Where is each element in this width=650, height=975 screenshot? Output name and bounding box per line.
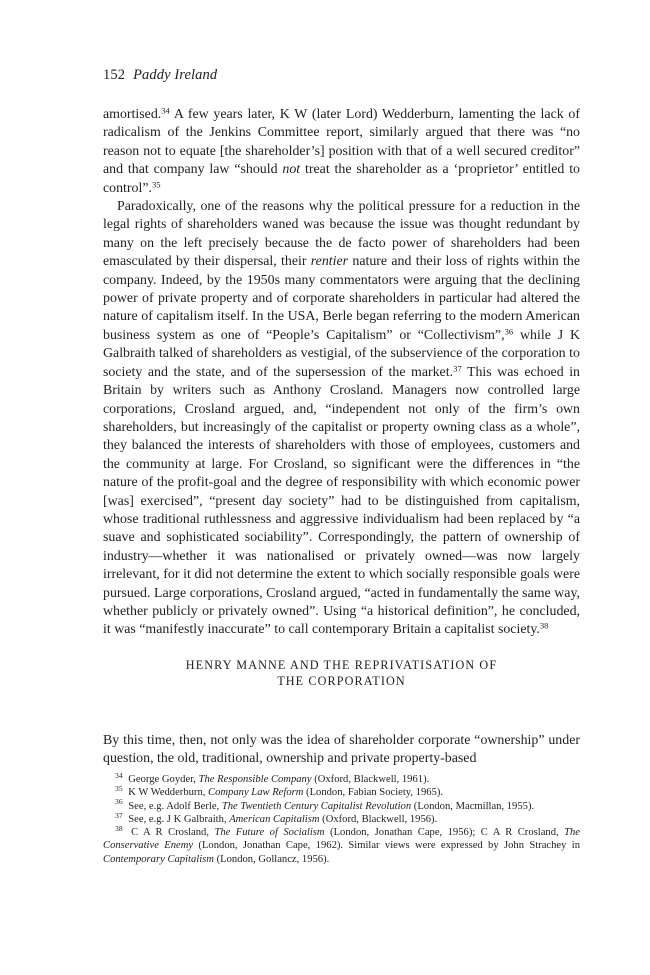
footnote-34	[103, 770, 580, 786]
text-run: This was echoed in Britain by writers such as Anthony Crosland. Managers now controlled large corporations, Crosland argued, and, “independent not only of the firm’s own shareholders, but increasingly of the capitalist or property owning class as a whole”, they balanced the interests of shareholders with those of employees, customers and the community at large. For Crosland, so significant were the differences in “the nature of the profit-goal and the degree of responsibility with which economic power [was] exercised”, “present day society” had to be distinguished from capitalism, whose traditional ruthlessness and aggressive individualism had been replaced by “a suave and sophisticated sociability”. Correspondingly, the pattern of ownership of industry—whether it was nationalised or privately owned—was now largely irrelevant, for it did not determine the extent to which socially responsible goals were pursued. Large corporations, Crosland argued, “acted in fundamentally the same way, whether publicly or privately owned”. Using “a historical definition”, he concluded, it was “manifestly inaccurate” to call contemporary Britain a capitalist society.	[103, 364, 580, 638]
book-title: Contemporary Capitalism	[103, 853, 214, 865]
running-head-author: Paddy Ireland	[133, 67, 218, 83]
text-run: nature and their loss of rights within the company. Indeed, by the 1950s many commentators were arguing that the declining power of private property and of corporate shareholders in particular had altered the nature of capitalism itself. In the USA, Berle began referring to the modern American business system as one of “People’s Capitalism” or “Collectivism”,	[103, 254, 580, 343]
text-run: (Oxford, Blackwell, 1961).	[311, 774, 430, 785]
footnote-number: 35	[115, 784, 123, 794]
footnote-36	[103, 797, 580, 813]
footnote-number: 38	[115, 824, 123, 833]
book-title: Company Law Reform	[208, 787, 304, 799]
footnote-number: 36	[115, 797, 123, 807]
book-title: The Future of Socialism	[214, 827, 325, 839]
text-run: (London, Jonathan Cape, 1962). Similar views were expressed by John Strachey in	[193, 840, 580, 852]
text-run: See, e.g. J K Galbraith,	[125, 813, 230, 825]
emphasis: not	[282, 162, 301, 178]
footnote-number: 37	[115, 810, 123, 820]
footnote-37	[103, 810, 580, 826]
text-run: Paradoxically, one of the reasons why the political pressure for a reduction in the legal rights of shareholders waned was because the issue was thought redundant by many on the left precisely because the de facto power of shareholders had been emasculated by their dispersal, their	[103, 199, 580, 270]
page-number: 152	[103, 67, 126, 83]
section-heading-line-1: HENRY MANNE AND THE REPRIVATISATION OF	[185, 658, 498, 672]
book-title: The Responsible Company	[198, 774, 312, 785]
text-run: treat the shareholder as a ‘proprietor’ entitled to control”.	[103, 162, 580, 196]
running-head	[103, 66, 217, 84]
text-run: while J K Galbraith talked of shareholders as vestigial, of the subservience of the corporation to society and the state, and of the supersession of the market.	[103, 327, 580, 380]
text-run: (London, Gollancz, 1956).	[213, 853, 330, 865]
text-run: A few years later, K W (later Lord) Wedderburn, lamenting the lack of radicalism of the Jenkins Committee report, similarly argued that there was “no reason not to equate [the shareholder’s] position with that of a well secured creditor” and that company law “should	[103, 107, 580, 178]
footnote-38	[103, 826, 580, 866]
text-run: amortised.	[103, 107, 162, 122]
section-heading-line-2: THE CORPORATION	[277, 674, 406, 688]
section-heading	[103, 657, 580, 689]
text-run: (London, Jonathan Cape, 1956); C A R Crosland,	[324, 827, 565, 839]
footnote-ref-35: 35	[151, 178, 161, 189]
footnote-ref-34: 34	[161, 105, 170, 116]
footnote-ref-38: 38	[539, 620, 549, 631]
text-run: George Goyder,	[125, 774, 199, 785]
main-text	[103, 106, 580, 640]
text-run: (London, Fabian Society, 1965).	[303, 787, 444, 799]
text-run: (London, Macmillan, 1955).	[411, 800, 535, 812]
text-run: (Oxford, Blackwell, 1956).	[319, 813, 438, 825]
book-title: The Conservative Enemy	[103, 827, 580, 852]
paragraph-2	[103, 198, 580, 640]
text-run: See, e.g. Adolf Berle,	[125, 800, 222, 812]
emphasis: rentier	[310, 254, 349, 270]
book-title: American Capitalism	[229, 813, 320, 825]
footnotes	[103, 770, 580, 866]
footnote-ref-37: 37	[453, 362, 462, 373]
text-run: C A R Crosland,	[125, 827, 215, 839]
main-text-continued	[103, 732, 580, 769]
book-title: The Twentieth Century Capitalist Revolution	[221, 800, 412, 812]
footnote-35	[103, 786, 580, 799]
footnote-ref-36: 36	[504, 326, 514, 337]
footnote-number: 34	[115, 770, 123, 780]
text-run: K W Wedderburn,	[125, 787, 209, 799]
paragraph-3: By this time, then, not only was the idea of shareholder corporate “ownership” under question, the old, traditional, ownership and private property-based	[103, 733, 580, 767]
paragraph-1	[103, 106, 580, 198]
